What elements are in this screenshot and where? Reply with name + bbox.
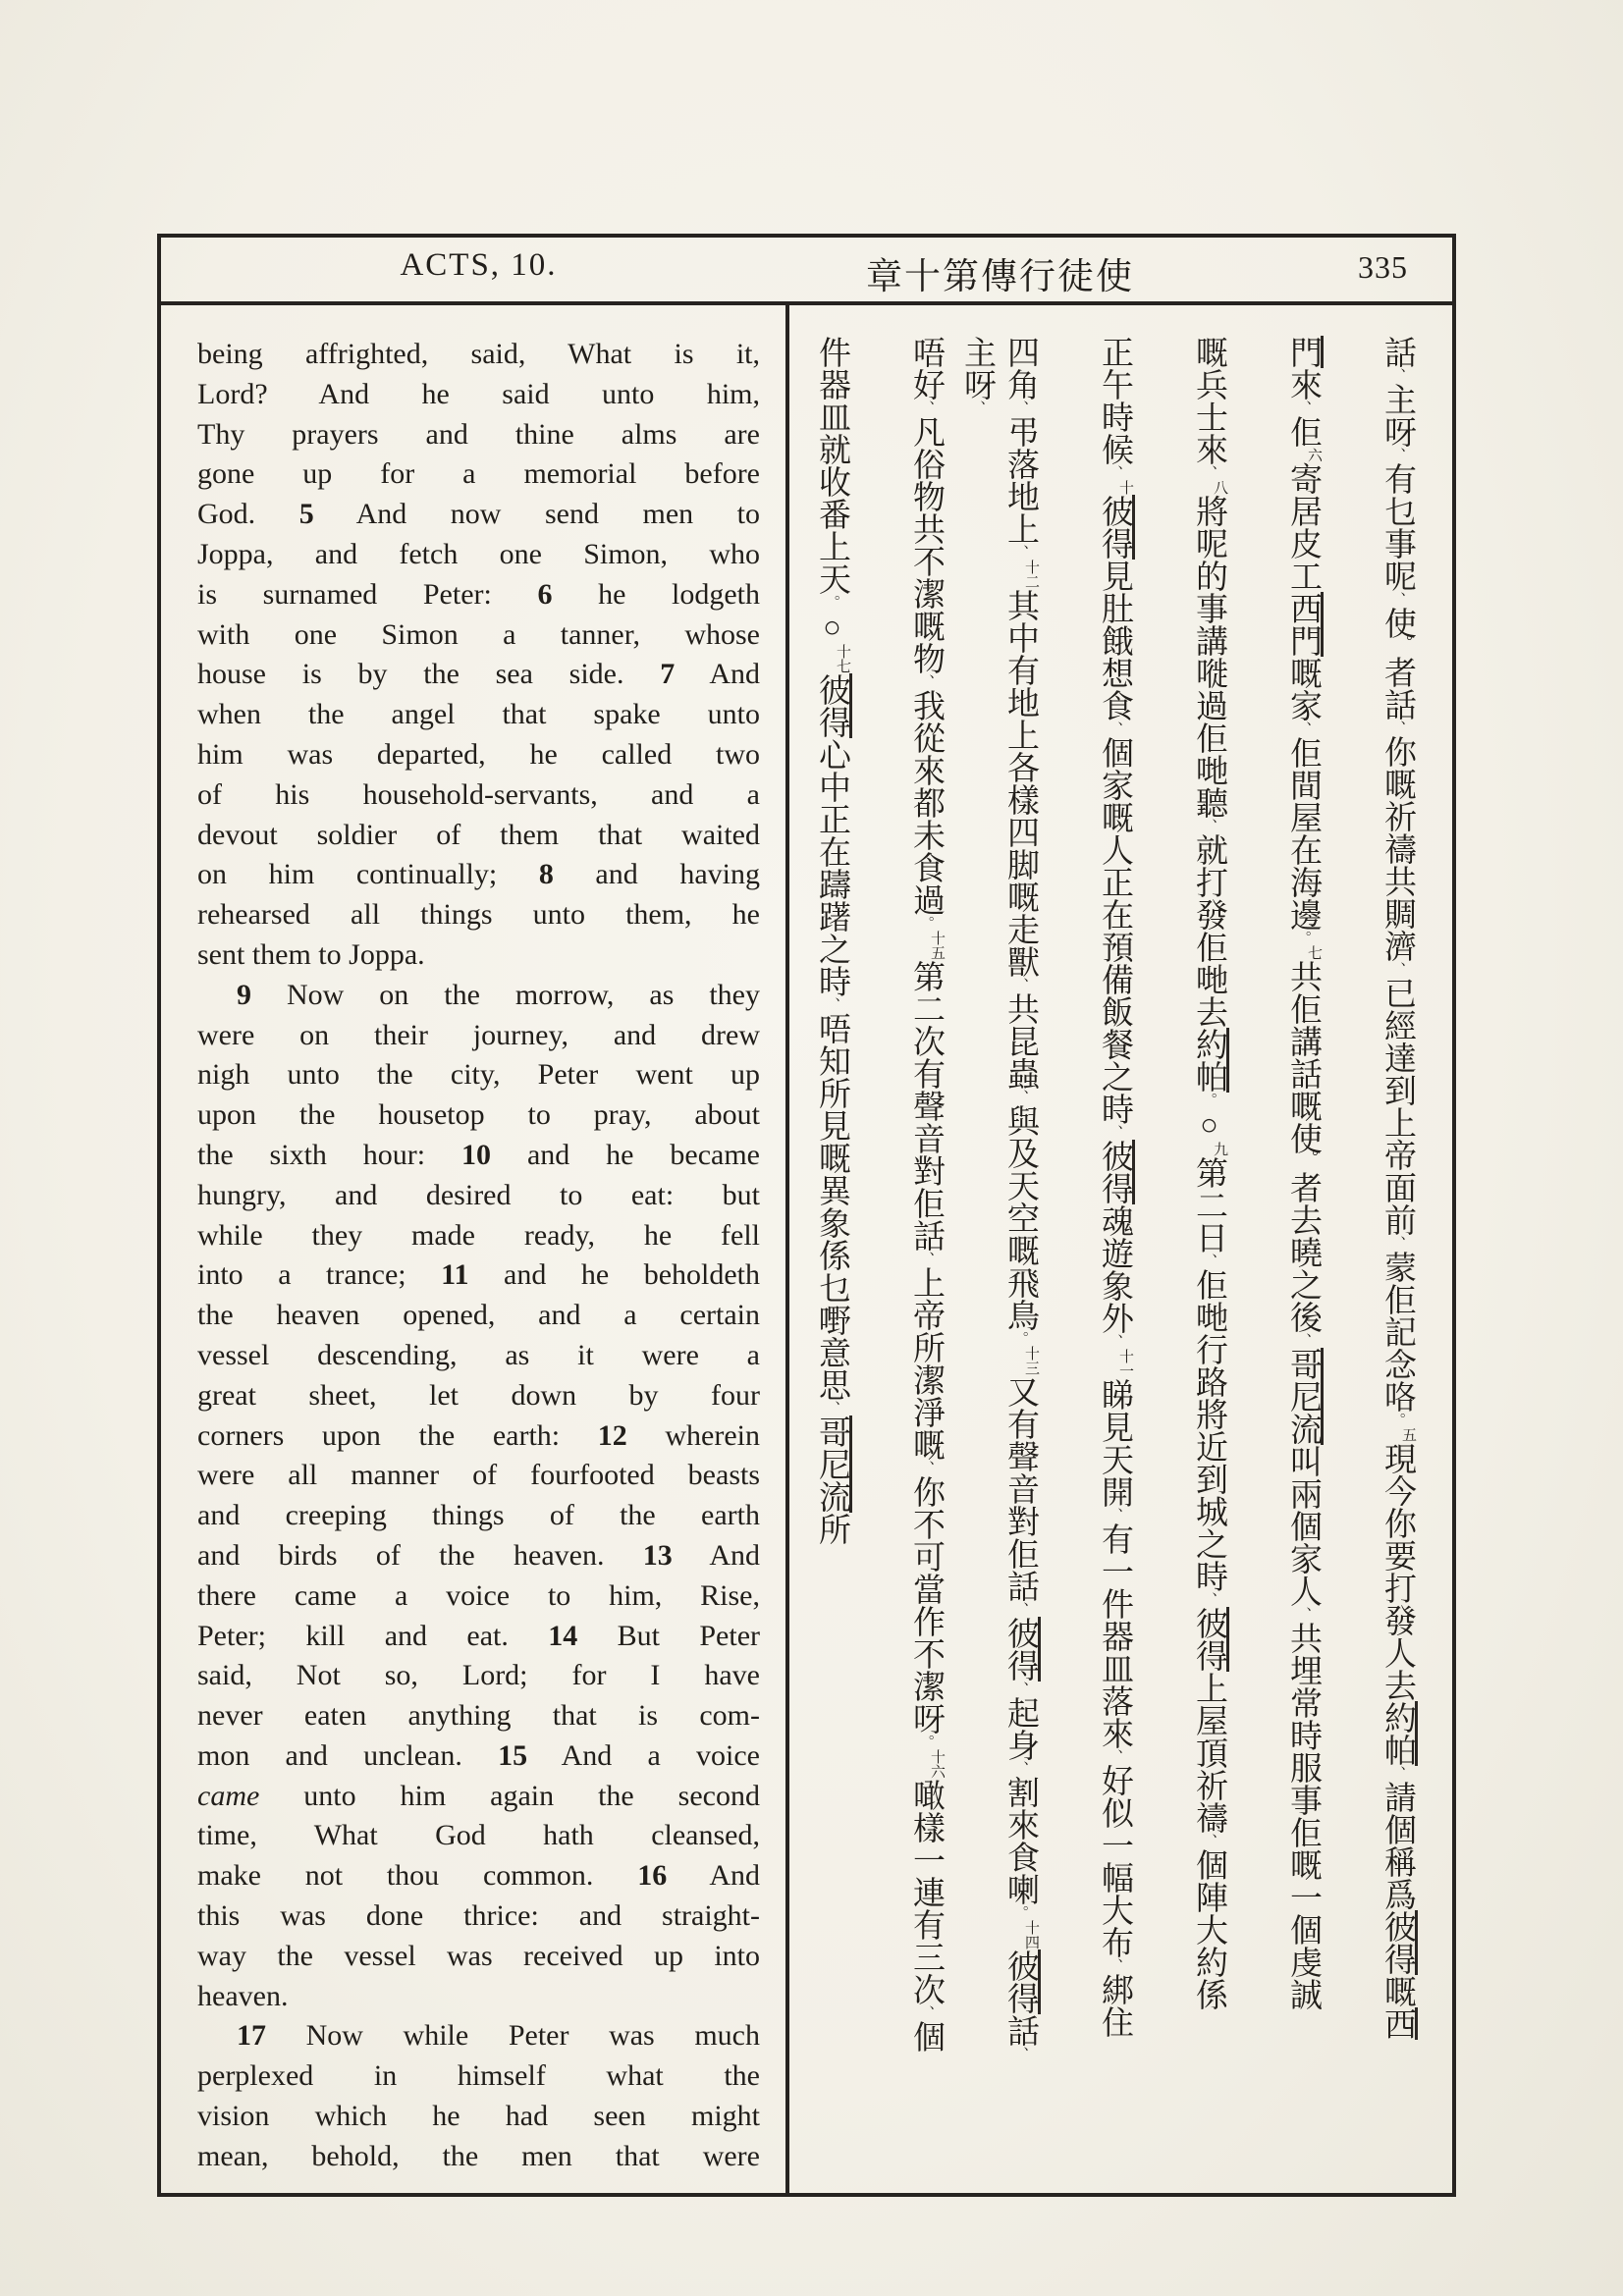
english-text-line: when the angel that spake unto xyxy=(197,698,760,731)
proper-noun-marked-name: 彼得 xyxy=(1380,1910,1418,1975)
english-text-line: hungry, and desired to eat: but xyxy=(197,1178,760,1211)
ideographic-punctuation: 、 xyxy=(1201,465,1217,480)
proper-noun-marked-name: 彼得 xyxy=(1002,1949,1041,2014)
ideographic-punctuation: 、 xyxy=(1295,1607,1311,1622)
ideographic-punctuation: 。 xyxy=(1012,1905,1028,1920)
english-text-line: upon the housetop to pray, about xyxy=(197,1098,760,1132)
verse-number: 16 xyxy=(637,1859,668,1893)
english-text-column xyxy=(197,335,760,2177)
ideographic-punctuation: 、 xyxy=(1107,1334,1122,1349)
english-text-line: make not thou common. 16 And xyxy=(197,1859,761,1893)
english-text-line: vessel descending, as it were a xyxy=(197,1338,760,1371)
english-text-line: were on their journey, and drew xyxy=(197,1018,760,1051)
ideographic-punctuation: 。 xyxy=(918,916,934,931)
proper-noun-marked-name: 彼得 xyxy=(1097,495,1135,560)
english-text-line: Lord? And he said unto him, xyxy=(197,377,760,410)
verse-number: 11 xyxy=(441,1258,469,1292)
ideographic-punctuation: 、 xyxy=(1389,592,1405,607)
english-text-line: being affrighted, said, What is it, xyxy=(197,338,760,370)
english-text-line: and creeping things of the earth xyxy=(197,1499,760,1532)
english-text-line: nigh unto the city, Peter went up xyxy=(197,1058,760,1092)
ideographic-punctuation: 、 xyxy=(1107,1125,1122,1140)
english-text-line: gone up for a memorial before xyxy=(197,457,760,491)
english-text-line: said, Not so, Lord; for I have xyxy=(197,1659,760,1692)
ideographic-punctuation: 、 xyxy=(918,674,934,689)
english-text-line: time, What God hath cleansed, xyxy=(197,1819,760,1852)
english-text-line: great sheet, let down by four xyxy=(197,1378,760,1412)
chinese-text-column: 件器皿就收番上天。○十七彼得心中正在躊躇之時、唔知所見嘅異象係乜嘢意思、哥尼流所 xyxy=(814,336,850,1545)
verse-number: 13 xyxy=(642,1538,673,1572)
english-text-line: vision which he had seen might xyxy=(197,2100,760,2133)
ideographic-punctuation: 、 xyxy=(918,1252,934,1266)
english-text-line: him was departed, he called two xyxy=(197,737,760,771)
ideographic-punctuation: 、 xyxy=(1012,2047,1028,2061)
english-text-line: 17 Now while Peter was much xyxy=(237,2019,760,2053)
ideographic-punctuation: 、 xyxy=(1012,1761,1028,1776)
verse-number-marker: 十七 xyxy=(835,644,850,673)
proper-noun-marked-name: 西門 xyxy=(1285,592,1324,657)
ideographic-punctuation: 、 xyxy=(1295,1333,1311,1348)
ideographic-punctuation: 、 xyxy=(1107,1508,1122,1522)
ideographic-punctuation: 、 xyxy=(1012,978,1028,992)
english-text-line: came unto him again the second xyxy=(197,1779,760,1812)
ideographic-punctuation: 、 xyxy=(918,2005,934,2020)
verse-number-marker: 五 xyxy=(1400,1427,1416,1442)
english-text-line: rehearsed all things unto them, he xyxy=(197,898,760,932)
proper-noun-marked-name: 西 xyxy=(1380,2007,1418,2040)
english-text-line: this was done thrice: and straight- xyxy=(197,1899,760,1933)
verse-number: 14 xyxy=(548,1619,578,1652)
proper-noun-marked-name: 彼得 xyxy=(1002,1617,1041,1682)
ideographic-punctuation: 、 xyxy=(969,400,985,415)
english-text-line: Thy prayers and thine alms are xyxy=(197,417,760,451)
chinese-text-column: 話、主呀、有乜事呢、使°者話、你嘅祈禱共賙濟、已經達到上帝面前、蒙佢記念咯。五現今你要打發人去約帕、請個稱爲彼得嘅西 xyxy=(1380,336,1418,2040)
english-text-line: perplexed in himself what the xyxy=(197,2059,760,2093)
chinese-text-column: 嘅兵士來、八將呢的事講嘥過佢哋聽、就打發佢哋去約帕。○九第二日、佢哋行路將近到城之時、彼得上屋頂祈禱、個陣大約係 xyxy=(1191,336,1227,2010)
ideographic-punctuation: 。 xyxy=(1389,1413,1405,1427)
verse-number-marker: 十三 xyxy=(1023,1346,1039,1375)
ideographic-punctuation: 、 xyxy=(1012,1602,1028,1617)
proper-noun-marked-name: 彼得 xyxy=(1097,1140,1135,1204)
proper-noun-marked-name: 哥尼流 xyxy=(1285,1348,1324,1445)
ideographic-punctuation: 。 xyxy=(824,595,839,610)
page-header xyxy=(161,238,1452,305)
colloquial-reading-mark: ° xyxy=(1401,633,1418,650)
ideographic-punctuation: 、 xyxy=(1107,1958,1122,1973)
ideographic-punctuation: 、 xyxy=(1201,819,1217,833)
chinese-running-title: 章十第傳行徒使 xyxy=(866,257,1134,297)
proper-noun-marked-name: 彼得 xyxy=(814,673,852,738)
english-text-line: and birds of the heaven. 13 And xyxy=(197,1538,760,1572)
ideographic-punctuation: 。 xyxy=(1201,1093,1217,1107)
paragraph-circle-mark: ○ xyxy=(815,610,849,644)
proper-noun-marked-name: 約帕 xyxy=(1191,1028,1229,1093)
ideographic-punctuation: 、 xyxy=(1012,1682,1028,1696)
english-text-line: into a trance; 11 and he beholdeth xyxy=(197,1258,761,1292)
ideographic-punctuation: 、 xyxy=(1389,962,1405,977)
page-number: 335 xyxy=(1358,249,1408,285)
ideographic-punctuation: 。 xyxy=(918,1735,934,1749)
page-frame xyxy=(157,234,1456,2197)
proper-noun-marked-name: 門 xyxy=(1285,336,1324,368)
proper-noun-marked-name: 約帕 xyxy=(1380,1701,1418,1766)
ideographic-punctuation: 、 xyxy=(1389,448,1405,462)
verse-number-marker: 六 xyxy=(1306,448,1322,462)
ideographic-punctuation: 、 xyxy=(918,1461,934,1475)
ideographic-punctuation: 、 xyxy=(1107,721,1122,736)
ideographic-punctuation: 、 xyxy=(824,997,839,1012)
verse-number: 12 xyxy=(597,1418,627,1452)
ideographic-punctuation: 、 xyxy=(824,1401,839,1415)
ideographic-punctuation: 、 xyxy=(1201,1834,1217,1848)
english-text-line: mon and unclean. 15 And a voice xyxy=(197,1738,761,1772)
column-divider-rule xyxy=(785,305,789,2193)
ideographic-punctuation: 、 xyxy=(1107,465,1122,480)
verse-number-marker: 八 xyxy=(1212,480,1227,495)
english-text-line: house is by the sea side. 7 And xyxy=(197,658,761,691)
english-text-line: were all manner of fourfooted beasts xyxy=(197,1459,760,1492)
verse-number: 8 xyxy=(538,858,554,891)
english-text-line: 9 Now on the morrow, as they xyxy=(237,978,760,1011)
english-text-line: corners upon the earth: 12 wherein xyxy=(197,1418,760,1452)
chinese-text-column: 正午時候、十彼得見肚餓想食、個家嘅人正在預備飯餐之時、彼得魂遊象外、十一睇見天開、有一件器皿落來、好似一幅大布、綁住 xyxy=(1097,336,1133,2038)
chinese-text-column: 唔好、凡俗物共不潔嘅物、我從來都未食過。十五第二次有聲音對佢話、上帝所潔淨嘅、你不可當作不潔呀。十六噉樣一連有三次、個 xyxy=(908,336,945,2053)
ideographic-punctuation: 。 xyxy=(1012,1331,1028,1346)
english-text-line: devout soldier of them that waited xyxy=(197,818,760,851)
verse-number: 7 xyxy=(660,658,676,691)
english-text-line: mean, behold, the men that were xyxy=(197,2139,760,2172)
chinese-text-column: 四角、弔落地上、十二其中有地上各樣四脚嘅走獸、共昆蟲、與及天空嘅飛鳥。十三又有聲音對佢話、彼得、起身、割來食喇。十四彼得話、主呀、 xyxy=(959,336,1039,2061)
english-text-line: the sixth hour: 10 and he became xyxy=(197,1138,760,1171)
verse-number-marker: 十一 xyxy=(1117,1349,1133,1378)
verse-number-marker: 九 xyxy=(1212,1142,1227,1156)
verse-number: 15 xyxy=(498,1738,528,1772)
english-text-line: God. 5 And now send men to xyxy=(197,498,760,531)
ideographic-punctuation: 、 xyxy=(1201,1254,1217,1268)
verse-number-marker: 十 xyxy=(1117,480,1133,495)
colloquial-reading-mark: ° xyxy=(1307,1148,1324,1165)
english-text-line: way the vessel was received up into xyxy=(197,1939,760,1972)
ideographic-punctuation: 。 xyxy=(1295,931,1311,945)
english-text-line: of his household-servants, and a xyxy=(197,777,760,811)
chinese-text-columns xyxy=(810,336,1419,2063)
ideographic-punctuation: 、 xyxy=(1012,1090,1028,1104)
english-text-line: heaven. xyxy=(197,1979,289,2012)
ideographic-punctuation: 、 xyxy=(1389,1766,1405,1781)
ideographic-punctuation: 、 xyxy=(1295,400,1311,415)
ideographic-punctuation: 、 xyxy=(1107,1749,1122,1764)
proper-noun-marked-name: 彼得 xyxy=(1191,1607,1229,1672)
verse-number-marker: 十二 xyxy=(1023,560,1039,589)
verse-number: 9 xyxy=(237,978,251,1011)
english-text-line: on him continually; 8 and having xyxy=(197,858,760,891)
verse-number: 17 xyxy=(237,2019,266,2053)
ideographic-punctuation: 、 xyxy=(1389,721,1405,735)
verse-number-marker: 七 xyxy=(1306,945,1322,960)
proper-noun-marked-name: 哥尼流 xyxy=(814,1415,852,1513)
verse-number-marker: 十四 xyxy=(1023,1920,1039,1949)
english-text-line: is surnamed Peter: 6 he lodgeth xyxy=(197,577,760,611)
ideographic-punctuation: 、 xyxy=(1012,400,1028,415)
ideographic-punctuation: 、 xyxy=(1295,721,1311,736)
english-text-line: with one Simon a tanner, whose xyxy=(197,617,760,651)
english-text-line: sent them to Joppa. xyxy=(197,937,425,971)
english-text-line: the heaven opened, and a certain xyxy=(197,1299,760,1332)
verse-number: 5 xyxy=(298,498,314,531)
english-text-line: there came a voice to him, Rise, xyxy=(197,1578,760,1612)
ideographic-punctuation: 、 xyxy=(1389,1236,1405,1251)
ideographic-punctuation: 、 xyxy=(918,400,934,415)
paragraph-circle-mark: ○ xyxy=(1192,1107,1226,1142)
english-text-line: while they made ready, he fell xyxy=(197,1218,760,1252)
chinese-text-column: 門來、佢六寄居皮工西門嘅家、佢間屋在海邊。七共佢講話嘅使°者去曉之後、哥尼流叫兩個家人、共埋常時服事佢嘅一個虔誠 xyxy=(1285,336,1324,2010)
ideographic-punctuation: 、 xyxy=(1389,368,1405,383)
english-text-line: Peter; kill and eat. 14 But Peter xyxy=(197,1619,760,1652)
english-text-line: never eaten anything that is com- xyxy=(197,1699,760,1733)
verse-number: 6 xyxy=(537,577,553,611)
ideographic-punctuation: 、 xyxy=(1201,1592,1217,1607)
verse-number-marker: 十六 xyxy=(929,1749,945,1779)
english-text-line: Joppa, and fetch one Simon, who xyxy=(197,537,760,570)
verse-number-marker: 十五 xyxy=(929,931,945,960)
verse-number: 10 xyxy=(461,1138,492,1171)
ideographic-punctuation: 、 xyxy=(1012,545,1028,560)
english-running-title: ACTS, 10. xyxy=(400,247,558,283)
